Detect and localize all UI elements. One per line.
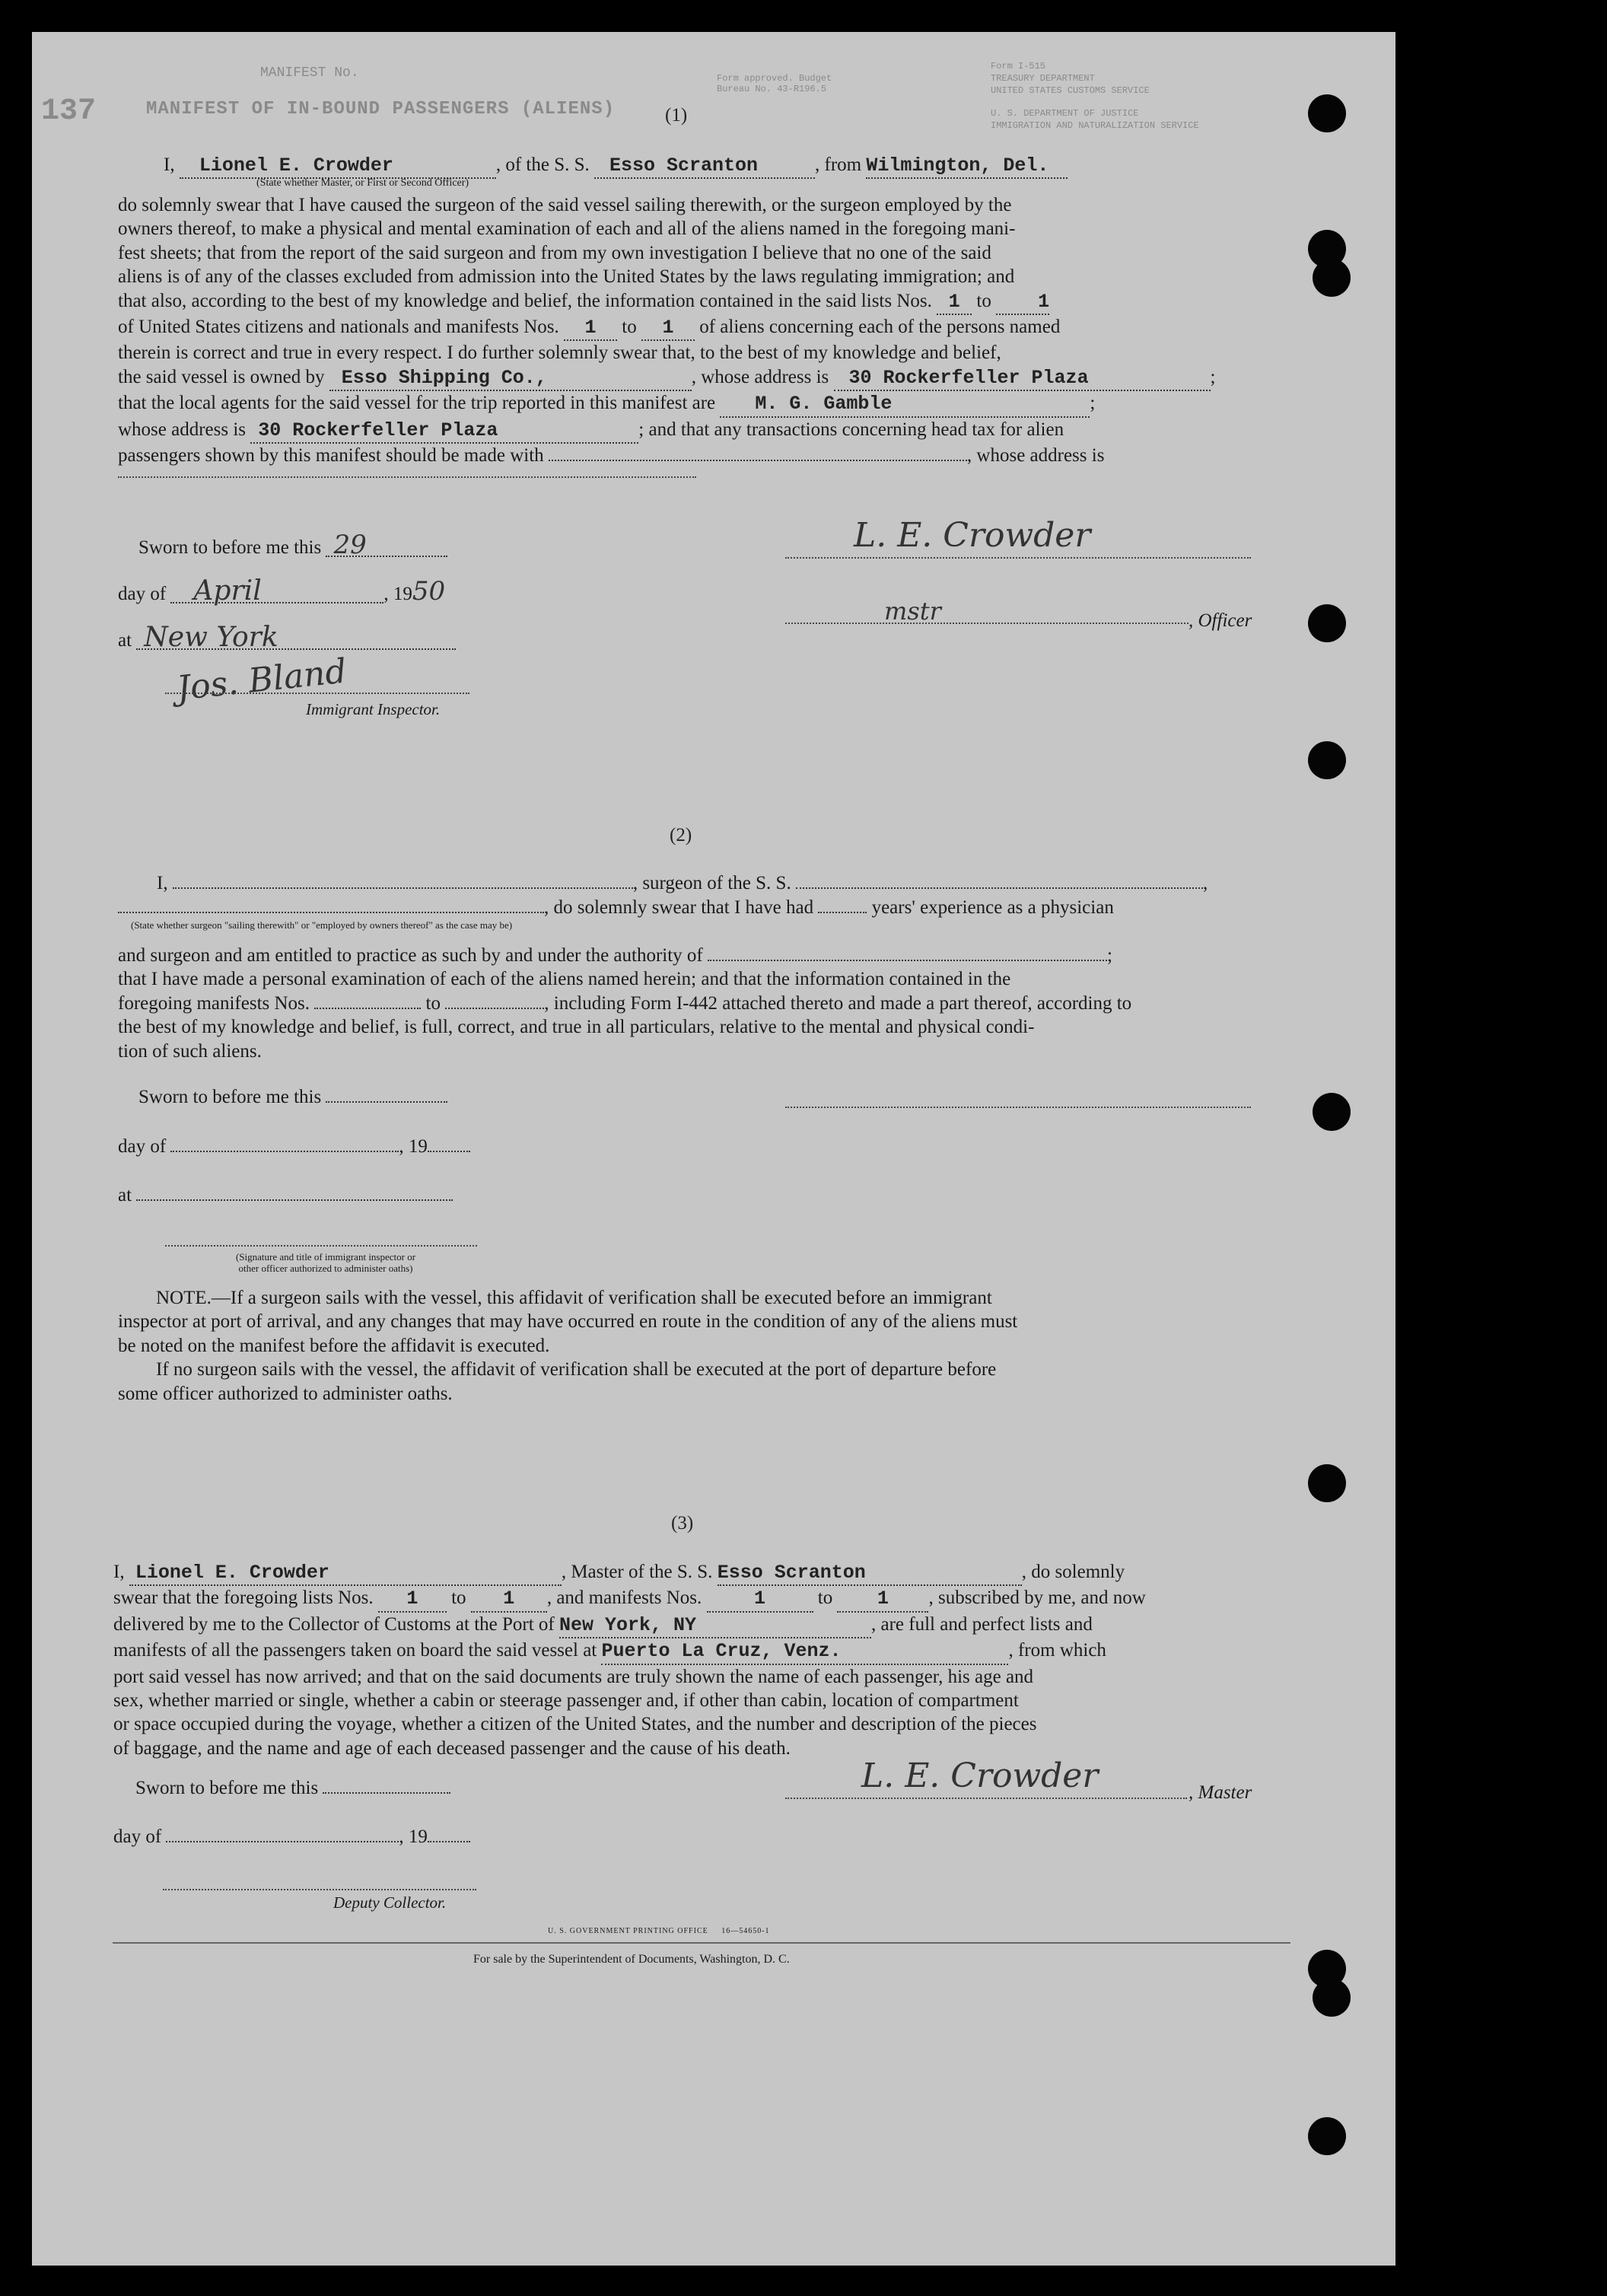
oath-text-line: whose address is 30 Rockerfeller Plaza ; and that any transactions concerning head tax for alien <box>118 418 1290 444</box>
sworn-month-field: April <box>170 581 383 603</box>
manifest-title: MANIFEST OF IN-BOUND PASSENGERS (ALIENS) <box>146 99 616 119</box>
punch-hole-icon <box>1308 604 1346 642</box>
surgeon-name-field <box>173 887 633 889</box>
officer-signature: L. E. Crowder <box>854 516 1091 555</box>
inspector-caption: Immigrant Inspector. <box>306 700 441 718</box>
years-field <box>818 912 867 913</box>
section-1-paragraph <box>118 193 1290 467</box>
certification-text: the best of my knowledge and belief, is full, correct, and true in all particulars, relative to the mental and physical condi- <box>118 1017 1035 1038</box>
section-3-year-field <box>428 1841 470 1842</box>
surgeon-manifests-to-field <box>445 1008 544 1009</box>
customs-port-field: New York, NY <box>559 1613 871 1638</box>
oath-text-line: passengers shown by this manifest should be made with , whose address is <box>118 445 1105 467</box>
section-3-number: (3) <box>671 1513 694 1533</box>
officer-signature-line <box>785 557 1251 559</box>
sworn-place-row <box>118 622 456 653</box>
official-signature-caption: (Signature and title of immigrant inspector or other officer authorized to administer oaths) <box>235 1251 416 1274</box>
section-2-sworn-row <box>138 1086 447 1109</box>
officer-rank-note: (State whether Master, or First or Second Officer) <box>256 177 469 189</box>
i-label: I, <box>157 873 168 893</box>
authority-field <box>708 960 1107 961</box>
master-manifests-to-field: 1 <box>837 1587 928 1612</box>
surgeon-name-row: I, , surgeon of the S. S. , <box>157 873 1208 893</box>
form-number: Form I-515 <box>991 61 1046 72</box>
section-2-place-field <box>136 1199 453 1201</box>
sworn-place-field: New York <box>136 627 456 650</box>
i-label: I, <box>164 154 175 175</box>
experience-text: years' experience as a physician <box>871 897 1114 918</box>
note-paragraph: NOTE.—If a surgeon sails with the vessel, this affidavit of verification shall be executed before an immigrant inspector at port of arrival, and any changes that may have occurred en route in the condition of any of the aliens must be noted on the manifest before the affidavit is executed. If no surgeon sails with the vessel, the affidavit of verification shall be executed at the port of departure before some officer authorized to administer oaths. <box>118 1288 1018 1404</box>
treasury-label: TREASURY DEPARTMENT <box>991 73 1095 84</box>
master-name-field: Lionel E. Crowder <box>180 154 496 179</box>
oath-text-line: do solemnly swear that I have caused the surgeon of the said vessel sailing therewith, or the surgeon employed by the <box>118 195 1012 215</box>
sworn-label: Sworn to before me this <box>138 537 322 558</box>
surgeon-vessel-field <box>796 887 1203 889</box>
customs-label: UNITED STATES CUSTOMS SERVICE <box>991 85 1150 96</box>
day-of-label: day of <box>118 1136 167 1157</box>
justice-label: U. S. DEPARTMENT OF JUSTICE <box>991 108 1139 119</box>
oath-text-line: fest sheets; that from the report of the said surgeon and from my own investigation I believe that no one of the said <box>118 242 991 263</box>
officer-title-line <box>785 623 1189 624</box>
owner-address-field: 30 Rockerfeller Plaza <box>834 366 1211 391</box>
year-prefix: , 19 <box>383 584 412 604</box>
sworn-label: Sworn to before me this <box>138 1087 322 1107</box>
inspector-signature-line <box>165 693 469 694</box>
ins-label: IMMIGRATION AND NATURALIZATION SERVICE <box>991 120 1199 131</box>
year-prefix: , 19 <box>399 1136 428 1157</box>
surgeon-status-field <box>118 912 544 913</box>
punch-hole-icon <box>1308 741 1346 779</box>
sworn-date-row <box>138 530 447 560</box>
certification-text: tion of such aliens. <box>118 1040 262 1062</box>
local-agent-field: M. G. Gamble <box>720 392 1090 417</box>
swear-text: , do solemnly swear that I have had <box>544 897 814 918</box>
section-2-month-row <box>118 1135 470 1158</box>
owner-field: Esso Shipping Co., <box>329 366 692 391</box>
master-name-field: Lionel E. Crowder <box>129 1561 562 1586</box>
printing-office-line: U. S. GOVERNMENT PRINTING OFFICE 16—54650-1 <box>548 1927 770 1935</box>
deputy-collector-signature-line <box>163 1889 476 1890</box>
oath-text-line: that also, according to the best of my knowledge and belief, the information contained in the said lists Nos. 1 to 1 <box>118 289 1290 315</box>
surgeon-experience-row <box>118 896 1114 919</box>
section-3-sworn-day-field <box>323 1792 450 1794</box>
punch-hole-icon <box>1313 1093 1351 1131</box>
section-1-number: (1) <box>665 105 688 126</box>
day-of-label: day of <box>118 584 167 604</box>
oath-text-line: the said vessel is owned by Esso Shipping Co., , whose address is 30 Rockerfeller Plaza ; <box>118 365 1290 391</box>
manifest-page <box>32 32 1395 2266</box>
at-label: at <box>118 630 132 651</box>
section-2-year-field <box>428 1151 470 1152</box>
officer-label: , Officer <box>1189 610 1252 631</box>
manifests-to-field: 1 <box>641 316 695 341</box>
section-3-sworn-row <box>135 1777 450 1800</box>
punch-hole-icon <box>1308 94 1346 132</box>
section-2-official-signature-line <box>165 1245 477 1247</box>
master-label: , Master <box>1189 1782 1252 1803</box>
oath-text-line: aliens is of any of the classes excluded from admission into the United States by the laws regulating immigration; and <box>118 266 1015 288</box>
master-vessel-field: Esso Scranton <box>718 1561 1022 1586</box>
master-lists-from-field: 1 <box>378 1587 447 1612</box>
from-label: , from <box>815 154 862 175</box>
punch-hole-icon <box>1308 2117 1346 2155</box>
embarkation-port-field: Puerto La Cruz, Venz. <box>601 1639 1008 1664</box>
vessel-name-field: Esso Scranton <box>594 154 815 179</box>
surgeon-signature-line <box>785 1107 1251 1108</box>
section-2-month-field <box>170 1151 399 1152</box>
manifest-stamp-number: 137 <box>41 94 97 129</box>
from-port-field: Wilmington, Del. <box>866 154 1068 179</box>
oath-text-line: of United States citizens and nationals and manifests Nos. 1 to 1 of aliens concerning each of the persons named <box>118 315 1290 341</box>
manifests-from-field: 1 <box>564 316 617 341</box>
address-continuation-line <box>118 476 696 478</box>
section-1-oath-line <box>164 154 1068 179</box>
sworn-label: Sworn to before me this <box>135 1778 319 1798</box>
note-label: NOTE. <box>156 1288 212 1308</box>
section-2-paragraph: and surgeon and am entitled to practice as such by and under the authority of ; that I have made a personal examination of each of the aliens named herein; and that the information contained in the foregoing manifests Nos. to , including Form I-442 attached thereto and made a part thereof, according to the best of my knowledge and belief, is full, correct, and true in all particulars, relative to the mental and physical condi- tion of such aliens. <box>118 944 1290 1063</box>
punch-hole-icon <box>1308 1464 1346 1502</box>
year-prefix: , 19 <box>399 1826 428 1847</box>
section-3-month-field <box>166 1841 399 1842</box>
sworn-year-field: 50 <box>412 576 446 607</box>
day-of-label: day of <box>113 1826 162 1847</box>
section-2-place-row <box>118 1184 453 1207</box>
inspector-signature: Jos. Bland <box>174 651 348 709</box>
examination-text: that I have made a personal examination of each of the aliens named herein; and that the information contained in the <box>118 969 1011 990</box>
surgeon-status-note: (State whether surgeon "sailing therewith" or "employed by owners thereof" as the case may be) <box>131 919 513 931</box>
master-manifests-from-field: 1 <box>707 1587 813 1612</box>
lists-to-field: 1 <box>996 290 1049 315</box>
oath-text-line: therein is correct and true in every respect. I do further solemnly swear that, to the best of my knowledge and belief, <box>118 342 1001 364</box>
section-2-number: (2) <box>670 825 692 845</box>
master-signature: L. E. Crowder <box>861 1756 1099 1795</box>
for-sale-note: For sale by the Superintendent of Documents, Washington, D. C. <box>473 1953 790 1966</box>
deputy-collector-caption: Deputy Collector. <box>333 1893 447 1912</box>
manifest-number-label: MANIFEST No. <box>260 65 359 81</box>
punch-hole-icon <box>1313 1979 1351 2017</box>
section-2-sworn-day-field <box>326 1101 447 1103</box>
master-lists-to-field: 1 <box>471 1587 547 1612</box>
sworn-month-row <box>118 575 446 607</box>
oath-text-line: that the local agents for the said vessel for the trip reported in this manifest are M. G. Gamble ; <box>118 391 1290 417</box>
sworn-day-field: 29 <box>326 534 447 557</box>
surgeon-manifests-from-field <box>314 1008 421 1009</box>
surgeon-of-label: , surgeon of the S. S. <box>632 873 791 893</box>
lists-from-field: 1 <box>937 290 972 315</box>
oath-text-line: owners thereof, to make a physical and mental examination of each and all of the aliens named in the foregoing mani- <box>118 218 1016 240</box>
section-3-paragraph: I, Lionel E. Crowder , Master of the S. S. Esso Scranton , do solemnly swear that the foregoing lists Nos. 1 to 1 , and manifests Nos. 1 to 1 , subscribed by me, and now delivered by me to the Collector of Customs at the Port of New York, NY , are full and perfect lists and manifests of all the passengers taken on board the said vessel at Puerto La Cruz, Venz. , from which port said vessel has now arrived; and that on the said documents are truly shown the name of each passenger, his age and sex, whether married or single, whether a cabin or steerage passenger and, if other than cabin, location of compartment or space occupied during the voyage, whether a citizen of the United States, and the number and description of the pieces of baggage, and the name and age of each deceased passenger and the cause of his death. <box>113 1562 1146 1759</box>
at-label: at <box>118 1185 132 1205</box>
of-ss-label: , of the S. S. <box>495 154 590 175</box>
agent-address-field: 30 Rockerfeller Plaza <box>250 419 638 444</box>
form-approval-note: Form approved. Budget Bureau No. 43-R196.5 <box>717 73 832 94</box>
punch-hole-icon <box>1313 259 1351 297</box>
officer-title-field: mstr <box>884 597 941 626</box>
footer-rule <box>113 1942 1290 1944</box>
master-signature-line <box>785 1798 1187 1799</box>
section-3-month-row <box>113 1826 470 1849</box>
